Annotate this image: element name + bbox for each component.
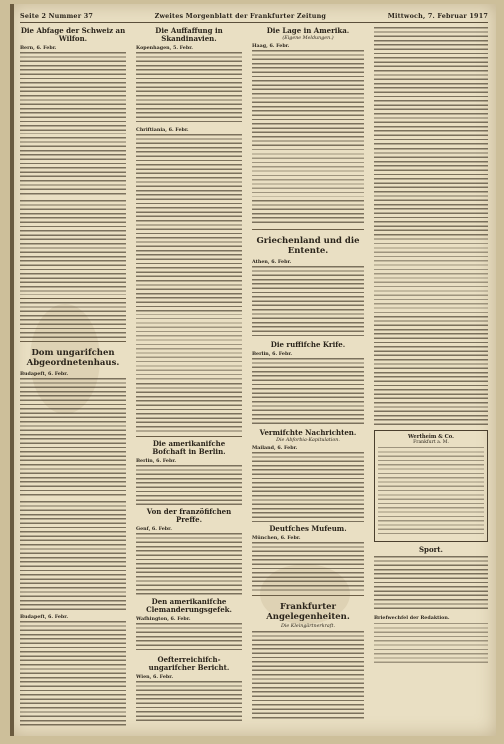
masthead-title: Zweites Morgenblatt der Frankfurter Zeitung	[154, 11, 327, 20]
binding-edge	[10, 4, 14, 736]
column-2	[136, 25, 242, 726]
dateline: Wafhington, 6. Febr.	[136, 616, 191, 622]
article-text	[252, 452, 364, 522]
article-text	[136, 383, 242, 433]
article-text	[136, 533, 242, 595]
article-text	[136, 681, 242, 721]
article-text	[20, 501, 126, 611]
article-text	[136, 52, 242, 124]
headline-misc-news: Vermifchte Nachrichten.	[259, 428, 357, 437]
article-text	[252, 50, 364, 146]
issue-date: Mittwoch, 7. Februar 1917	[387, 11, 488, 20]
article-text	[252, 266, 364, 338]
subheading: (Eigene Meldungen.)	[282, 36, 334, 41]
column-4	[374, 25, 488, 726]
article-text	[136, 623, 242, 653]
article-text	[20, 200, 126, 295]
article-text	[136, 237, 242, 315]
headline-french-press: Von der franzöfifchen Preffe.	[146, 507, 232, 524]
article-text	[20, 302, 126, 338]
advertisement-box	[374, 430, 488, 542]
article-text	[20, 52, 126, 134]
article-text	[20, 378, 126, 498]
article-text	[252, 542, 364, 592]
dateline: Wien, 6. Febr.	[136, 674, 173, 680]
dateline: Bern, 6. Febr.	[20, 45, 57, 51]
ad-subline: Frankfurt a. M.	[413, 440, 449, 445]
article-text	[252, 631, 364, 721]
article-text	[136, 318, 242, 380]
column-3	[252, 25, 364, 726]
headline-swiss-reply: Die Abfage der Schweiz an Wilfon.	[20, 26, 126, 43]
headline-deutsches-museum: Deutfches Mufeum.	[269, 524, 347, 533]
dateline: Genf, 6. Febr.	[136, 526, 172, 532]
dateline: Budapeft, 6. Febr.	[20, 614, 69, 620]
headline-hungarian-parliament: Dom ungarifchen Abgeordnetenhaus.	[26, 348, 120, 368]
page-number: Seite 2 Nummer 37	[20, 11, 93, 20]
article-text	[136, 465, 242, 505]
article-text	[136, 134, 242, 234]
dateline: Mailand, 6. Febr.	[252, 445, 298, 451]
subheading: Die Abforbia-Kapitulation.	[276, 438, 340, 443]
headline-greece-entente: Griechenland und die Entente.	[256, 236, 360, 256]
article-text	[374, 243, 488, 313]
headline-sport: Sport.	[419, 545, 443, 554]
subheading: Die Kleingärtnerkraft.	[281, 624, 335, 629]
headline-immigration-law: Den amerikanifche Clemanderungsgefek.	[146, 597, 232, 614]
ad-text	[378, 447, 484, 535]
dateline: Chriftiania, 6. Febr.	[136, 127, 189, 133]
headline-situation-america: Die Lage in Amerika.	[266, 26, 350, 35]
headline-frankfurt-affairs: Frankfurter Angelegenheiten.	[266, 602, 350, 622]
article-text	[374, 556, 488, 612]
column-1	[20, 25, 126, 726]
headline-russian-crisis: Die ruffifche Krife.	[270, 340, 346, 349]
headline-austro-hungarian-report: Oefterreichifch-ungarifcher Bericht.	[148, 655, 230, 672]
dateline: Berlin, 6. Febr.	[252, 351, 293, 357]
dateline: Budapeft, 6. Febr.	[20, 371, 69, 377]
footer-note: Briefwechfel der Redaktion.	[374, 615, 450, 621]
article-text	[20, 621, 126, 726]
ad-title: Wertheim & Co.	[408, 434, 454, 440]
dateline: Berlin, 6. Febr.	[136, 458, 177, 464]
article-text	[374, 623, 488, 663]
article-text	[374, 316, 488, 426]
dateline: Kopenhagen, 5. Febr.	[136, 45, 193, 51]
article-text	[374, 27, 488, 145]
dateline: Haag, 6. Febr.	[252, 43, 290, 49]
article-text	[252, 149, 364, 197]
headline-american-embassy: Die amerikanifche Bofchaft in Berlin.	[152, 439, 226, 456]
article-text	[374, 148, 488, 240]
page-header	[20, 9, 488, 23]
article-text	[252, 358, 364, 426]
headline-scandinavia: Die Auffaffung in Skandinavien.	[155, 26, 223, 43]
article-text	[20, 137, 126, 197]
dateline: Athen, 6. Febr.	[252, 259, 292, 265]
newspaper-page	[10, 4, 496, 736]
article-text	[252, 200, 364, 226]
dateline: München, 6. Febr.	[252, 535, 301, 541]
